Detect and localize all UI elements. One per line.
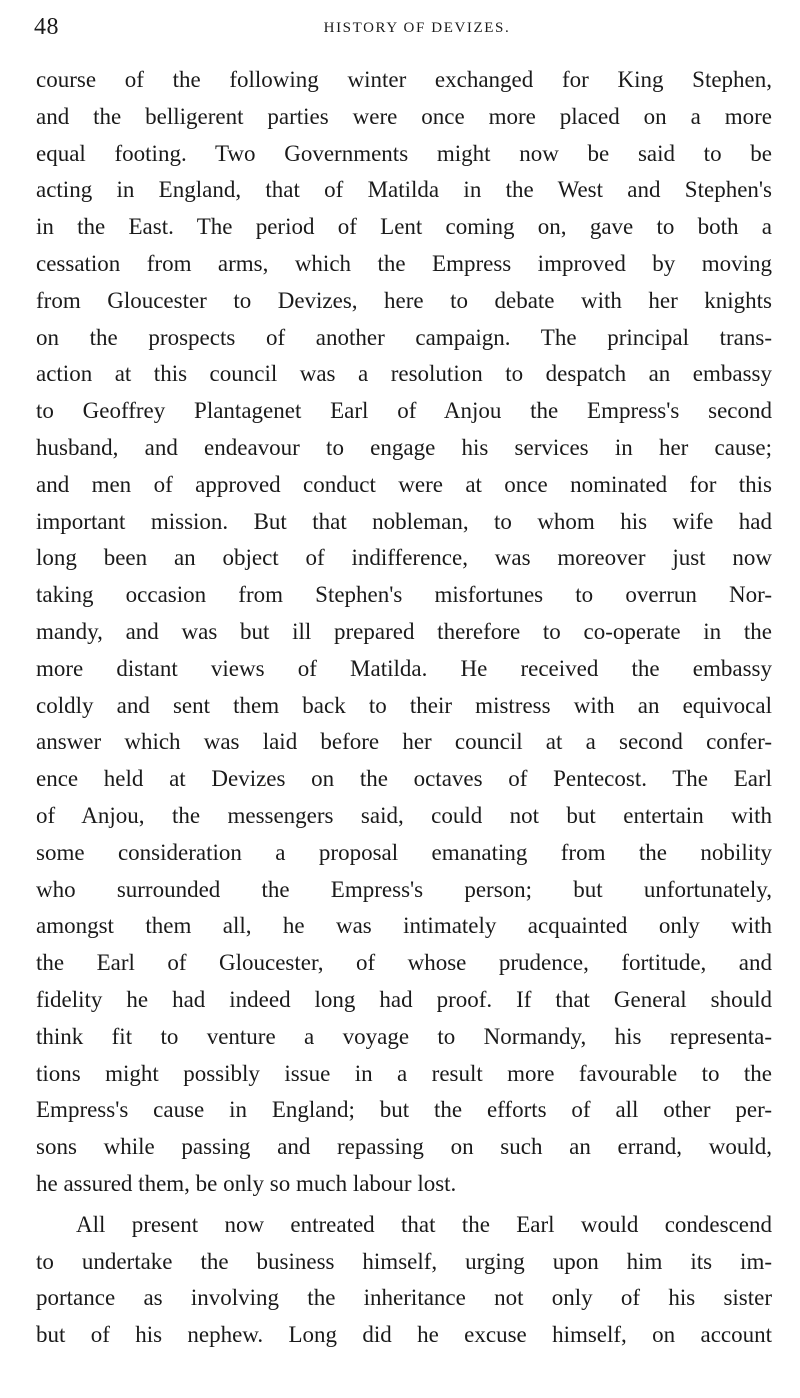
body-text [36,62,772,1354]
text-line: coldly and sent them back to their mistress with an equivocal [36,692,772,718]
text-line: who surrounded the Empress's person; but unfortunately, [36,876,772,902]
text-line: but of his nephew. Long did he excuse himself, on account [36,1322,772,1348]
text-line: course of the following winter exchanged for King Stephen, [36,67,772,92]
text-line: fidelity he had indeed long had proof. If that General should [36,986,772,1012]
text-line: to Geoffrey Plantagenet Earl of Anjou the Empress's second [36,398,772,424]
text-line: ence held at Devizes on the octaves of Pentecost. The Earl [36,766,772,792]
page-number: 48 [34,14,59,40]
text-line: think fit to venture a voyage to Normandy, his representa- [36,1023,772,1049]
text-line: from Gloucester to Devizes, here to debate with her knights [36,287,772,313]
text-line: and the belligerent parties were once more placed on a more [36,103,772,129]
text-line: on the prospects of another campaign. The principal trans- [36,324,772,350]
text-line: husband, and endeavour to engage his services in her cause; [36,434,772,460]
text-line: and men of approved conduct were at once nominated for this [36,471,772,497]
text-line: important mission. But that nobleman, to whom his wife had [36,508,772,534]
text-line: Empress's cause in England; but the efforts of all other per- [36,1097,772,1123]
text-line: mandy, and was but ill prepared therefore to co-operate in the [36,618,772,644]
running-title: HISTORY OF DEVIZES. [323,20,511,36]
text-line: sons while passing and repassing on such an errand, would, [36,1134,772,1160]
text-line: taking occasion from Stephen's misfortunes to overrun Nor- [36,582,772,608]
text-line: answer which was laid before her council at a second confer- [36,729,772,755]
paragraph-2 [36,1207,772,1354]
text-line: equal footing. Two Governments might now be said to be [36,140,772,166]
text-line: action at this council was a resolution to despatch an embassy [36,361,772,387]
text-line: more distant views of Matilda. He received the embassy [36,655,772,681]
text-line: portance as involving the inheritance not only of his sister [36,1285,772,1311]
text-line: some consideration a proposal emanating from the nobility [36,839,772,865]
text-line: long been an object of indifference, was moreover just now [36,545,772,571]
text-line: amongst them all, he was intimately acquainted only with [36,913,772,939]
text-line: the Earl of Gloucester, of whose prudence, fortitude, and [36,950,772,976]
text-line: to undertake the business himself, urging upon him its im- [36,1248,772,1274]
paragraph-1 [36,62,772,1203]
text-line: acting in England, that of Matilda in the West and Stephen's [36,177,772,203]
text-line: of Anjou, the messengers said, could not but entertain with [36,802,772,828]
text-line: tions might possibly issue in a result more favourable to the [36,1060,772,1086]
text-line: All present now entreated that the Earl would condescend [76,1211,772,1237]
page-header [34,10,770,50]
text-line: he assured them, be only so much labour lost. [36,1170,457,1196]
text-line: in the East. The period of Lent coming on, gave to both a [36,214,772,240]
text-line: cessation from arms, which the Empress improved by moving [36,250,772,276]
